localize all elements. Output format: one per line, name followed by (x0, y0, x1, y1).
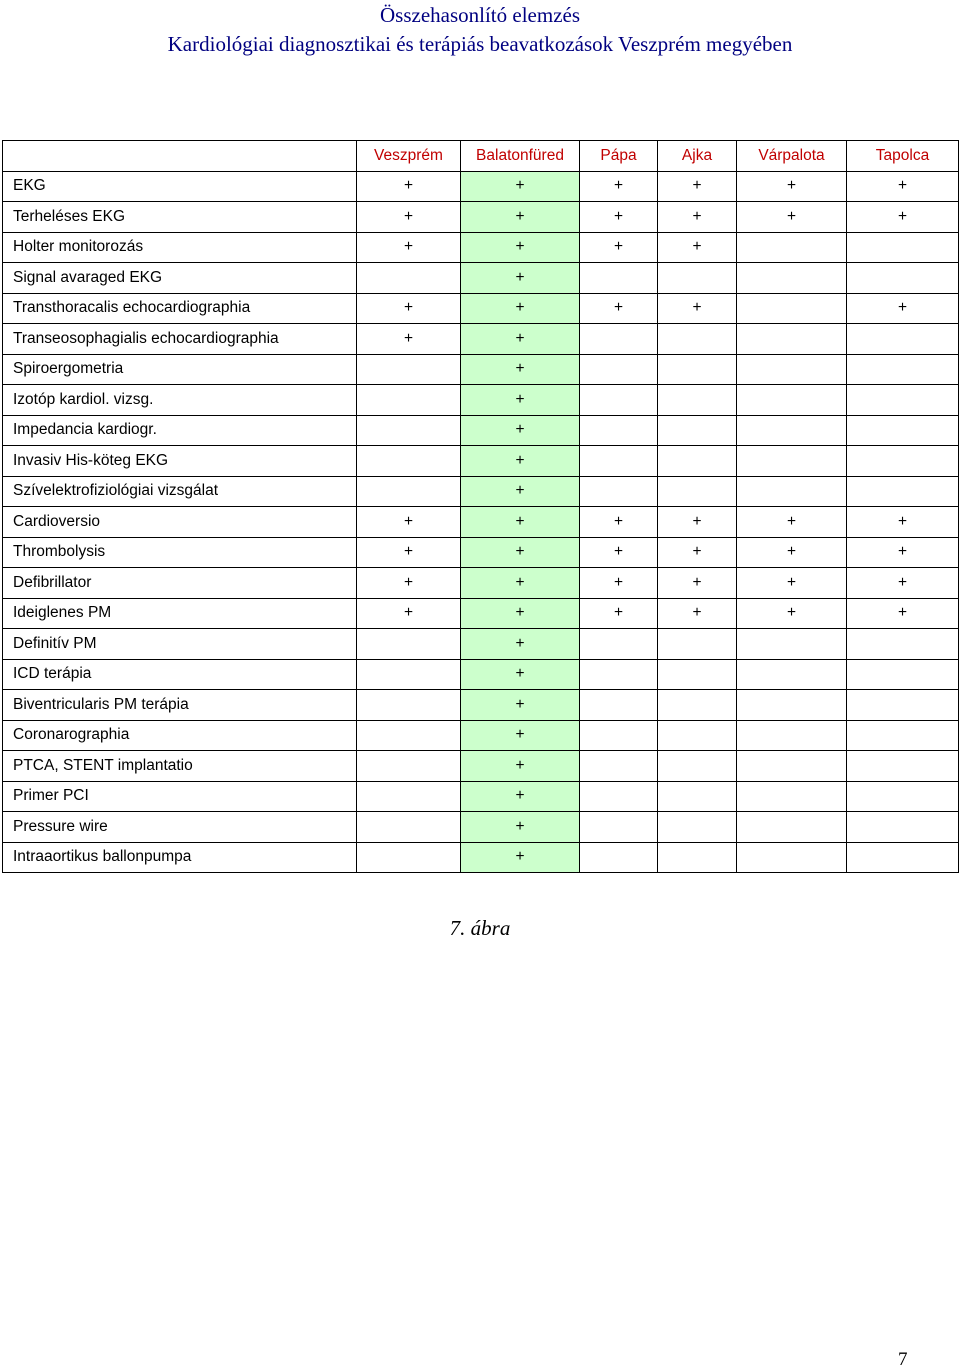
table-row (3, 232, 959, 263)
availability-cell (580, 446, 658, 477)
availability-cell: + (847, 293, 959, 324)
availability-cell (847, 354, 959, 385)
table-row (3, 842, 959, 873)
availability-cell (357, 842, 461, 873)
availability-cell: + (461, 324, 580, 355)
table-row (3, 507, 959, 538)
availability-cell (580, 659, 658, 690)
availability-cell (658, 415, 737, 446)
availability-cell (357, 781, 461, 812)
table-row (3, 446, 959, 477)
availability-cell (580, 751, 658, 782)
availability-cell (847, 415, 959, 446)
availability-cell (658, 659, 737, 690)
availability-cell (737, 659, 847, 690)
table-row (3, 354, 959, 385)
table-row (3, 568, 959, 599)
availability-cell: + (357, 171, 461, 202)
availability-cell (847, 263, 959, 294)
availability-cell: + (461, 293, 580, 324)
availability-cell (658, 324, 737, 355)
availability-cell (580, 385, 658, 416)
row-label: Invasiv His-köteg EKG (3, 446, 357, 477)
availability-cell: + (580, 598, 658, 629)
row-label: Spiroergometria (3, 354, 357, 385)
availability-cell: + (658, 598, 737, 629)
availability-cell: + (461, 629, 580, 660)
availability-cell: + (357, 537, 461, 568)
availability-cell (658, 385, 737, 416)
availability-cell (847, 629, 959, 660)
availability-cell (357, 751, 461, 782)
table-row (3, 690, 959, 721)
comparison-table (2, 140, 959, 873)
table-row (3, 659, 959, 690)
table-row (3, 537, 959, 568)
availability-cell (357, 812, 461, 843)
availability-cell: + (737, 507, 847, 538)
availability-cell: + (737, 537, 847, 568)
row-label: Primer PCI (3, 781, 357, 812)
availability-cell (580, 812, 658, 843)
availability-cell (737, 232, 847, 263)
availability-cell (737, 842, 847, 873)
availability-cell (737, 690, 847, 721)
availability-cell: + (461, 720, 580, 751)
availability-cell (580, 720, 658, 751)
availability-cell (737, 751, 847, 782)
availability-cell: + (658, 202, 737, 233)
availability-cell (847, 659, 959, 690)
availability-cell: + (580, 568, 658, 599)
row-label: Transthoracalis echocardiographia (3, 293, 357, 324)
availability-cell: + (357, 293, 461, 324)
availability-cell: + (580, 537, 658, 568)
table-row (3, 751, 959, 782)
availability-cell (357, 720, 461, 751)
availability-cell (737, 812, 847, 843)
row-label: Intraaortikus ballonpumpa (3, 842, 357, 873)
availability-cell: + (847, 202, 959, 233)
column-header: Pápa (580, 141, 658, 172)
availability-cell: + (461, 446, 580, 477)
availability-cell (580, 263, 658, 294)
availability-cell (737, 385, 847, 416)
availability-cell: + (658, 232, 737, 263)
availability-cell (737, 293, 847, 324)
availability-cell: + (357, 507, 461, 538)
availability-cell: + (847, 171, 959, 202)
row-label: Terheléses EKG (3, 202, 357, 233)
column-header: Várpalota (737, 141, 847, 172)
availability-cell: + (847, 598, 959, 629)
table-row (3, 476, 959, 507)
availability-cell (357, 263, 461, 294)
availability-cell (847, 232, 959, 263)
availability-cell: + (580, 171, 658, 202)
availability-cell: + (461, 537, 580, 568)
availability-cell (357, 690, 461, 721)
availability-cell: + (461, 842, 580, 873)
availability-cell (847, 690, 959, 721)
table-row (3, 293, 959, 324)
availability-cell (580, 629, 658, 660)
table-row (3, 812, 959, 843)
availability-cell (658, 690, 737, 721)
row-label: Coronarographia (3, 720, 357, 751)
availability-cell (737, 263, 847, 294)
availability-cell: + (357, 202, 461, 233)
availability-cell (357, 446, 461, 477)
availability-cell (580, 324, 658, 355)
table-row (3, 171, 959, 202)
availability-cell: + (580, 202, 658, 233)
table-row (3, 598, 959, 629)
availability-cell: + (847, 568, 959, 599)
availability-cell: + (737, 171, 847, 202)
table-row (3, 385, 959, 416)
availability-cell: + (357, 232, 461, 263)
table-row (3, 720, 959, 751)
figure-caption: 7. ábra (449, 916, 511, 940)
availability-cell (580, 842, 658, 873)
table-row (3, 202, 959, 233)
column-header: Ajka (658, 141, 737, 172)
availability-cell: + (737, 568, 847, 599)
table-body (3, 141, 959, 873)
availability-cell (658, 629, 737, 660)
availability-cell: + (737, 202, 847, 233)
availability-cell (847, 324, 959, 355)
table-row (3, 781, 959, 812)
availability-cell: + (357, 568, 461, 599)
availability-cell: + (847, 507, 959, 538)
availability-cell (357, 385, 461, 416)
table-row (3, 263, 959, 294)
table-row (3, 324, 959, 355)
availability-cell (847, 812, 959, 843)
row-label: Biventricularis PM terápia (3, 690, 357, 721)
row-label: Definitív PM (3, 629, 357, 660)
availability-cell: + (357, 598, 461, 629)
table-row (3, 629, 959, 660)
availability-cell: + (461, 202, 580, 233)
title-line-1: Összehasonlító elemzés (379, 3, 581, 27)
availability-cell: + (847, 537, 959, 568)
availability-cell (737, 446, 847, 477)
availability-cell: + (461, 232, 580, 263)
availability-cell (737, 781, 847, 812)
availability-cell: + (461, 171, 580, 202)
availability-cell (658, 354, 737, 385)
availability-cell (658, 781, 737, 812)
availability-cell: + (658, 507, 737, 538)
row-label: Impedancia kardiogr. (3, 415, 357, 446)
availability-cell (847, 476, 959, 507)
availability-cell (658, 720, 737, 751)
row-label: PTCA, STENT implantatio (3, 751, 357, 782)
availability-cell: + (461, 568, 580, 599)
page-number: 7 (898, 1349, 908, 1370)
availability-cell (357, 629, 461, 660)
availability-cell (847, 751, 959, 782)
availability-cell: + (461, 415, 580, 446)
row-label: Izotóp kardiol. vizsg. (3, 385, 357, 416)
availability-cell (580, 781, 658, 812)
availability-cell (357, 659, 461, 690)
availability-cell: + (580, 507, 658, 538)
availability-cell (658, 263, 737, 294)
row-label: Szívelektrofiziológiai vizsgálat (3, 476, 357, 507)
availability-cell (658, 842, 737, 873)
availability-cell (847, 385, 959, 416)
availability-cell (580, 690, 658, 721)
availability-cell (357, 354, 461, 385)
availability-cell (847, 781, 959, 812)
availability-cell: + (461, 354, 580, 385)
availability-cell: + (461, 690, 580, 721)
availability-cell (580, 354, 658, 385)
availability-cell (737, 354, 847, 385)
column-header: Balatonfüred (461, 141, 580, 172)
row-label: ICD terápia (3, 659, 357, 690)
title-line-2: Kardiológiai diagnosztikai és terápiás beavatkozások Veszprém megyében (167, 32, 793, 56)
column-header: Tapolca (847, 141, 959, 172)
availability-cell: + (658, 171, 737, 202)
availability-cell (658, 476, 737, 507)
availability-cell (737, 629, 847, 660)
row-label: Holter monitorozás (3, 232, 357, 263)
availability-cell (580, 476, 658, 507)
availability-cell: + (737, 598, 847, 629)
availability-cell (847, 446, 959, 477)
table-row (3, 415, 959, 446)
table-header-row (3, 141, 959, 172)
availability-cell: + (580, 293, 658, 324)
row-label: Cardioversio (3, 507, 357, 538)
availability-cell: + (461, 385, 580, 416)
header-corner-cell (3, 141, 357, 172)
availability-cell: + (658, 568, 737, 599)
availability-cell (737, 324, 847, 355)
availability-cell: + (461, 263, 580, 294)
availability-cell: + (461, 598, 580, 629)
row-label: Ideiglenes PM (3, 598, 357, 629)
availability-cell: + (461, 781, 580, 812)
availability-cell (357, 476, 461, 507)
row-label: Thrombolysis (3, 537, 357, 568)
availability-cell: + (580, 232, 658, 263)
availability-cell: + (658, 293, 737, 324)
availability-cell: + (461, 751, 580, 782)
availability-cell (580, 415, 658, 446)
row-label: Signal avaraged EKG (3, 263, 357, 294)
availability-cell: + (658, 537, 737, 568)
row-label: Transeosophagialis echocardiographia (3, 324, 357, 355)
availability-cell: + (461, 659, 580, 690)
availability-cell (357, 415, 461, 446)
availability-cell: + (461, 812, 580, 843)
availability-cell (737, 720, 847, 751)
availability-cell: + (461, 507, 580, 538)
availability-cell (847, 720, 959, 751)
row-label: Defibrillator (3, 568, 357, 599)
availability-cell: + (461, 476, 580, 507)
row-label: EKG (3, 171, 357, 202)
column-header: Veszprém (357, 141, 461, 172)
availability-cell (658, 446, 737, 477)
availability-cell (658, 751, 737, 782)
availability-cell (737, 476, 847, 507)
row-label: Pressure wire (3, 812, 357, 843)
availability-cell (737, 415, 847, 446)
availability-cell (847, 842, 959, 873)
availability-cell: + (357, 324, 461, 355)
availability-cell (658, 812, 737, 843)
